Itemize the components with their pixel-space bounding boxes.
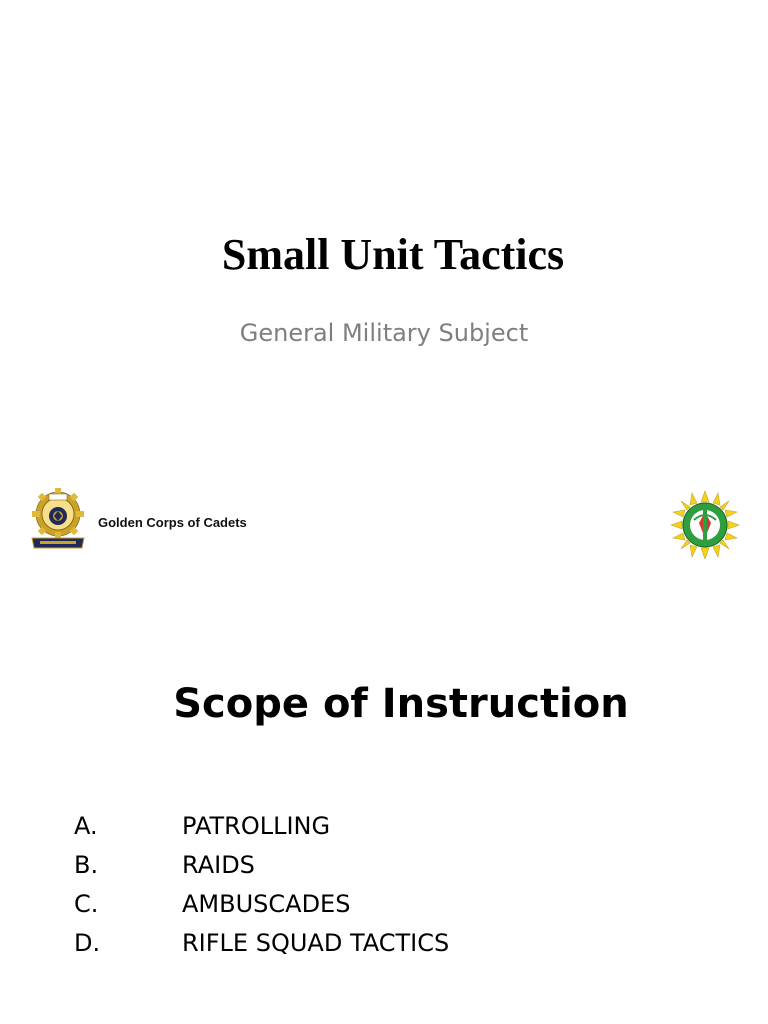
org-name: Golden Corps of Cadets [98,515,247,530]
scope-slide [0,576,768,1024]
list-marker: B. [74,850,99,879]
list-marker: D. [74,928,101,957]
list-marker: C. [74,889,99,918]
list-label: RIFLE SQUAD TACTICS [182,928,450,957]
list-label: PATROLLING [182,811,331,840]
scope-list [74,806,449,962]
sunburst-seal-icon [670,490,740,560]
list-item [74,923,449,962]
list-item [74,884,449,923]
slide-title: Small Unit Tactics [221,230,565,279]
list-item [74,845,449,884]
rotc-emblem-icon [30,482,86,554]
scope-title: Scope of Instruction [173,681,629,727]
list-item [74,806,449,845]
list-marker: A. [74,811,98,840]
slide-subtitle: General Military Subject [239,319,529,347]
list-label: RAIDS [182,850,255,879]
list-label: AMBUSCADES [182,889,351,918]
